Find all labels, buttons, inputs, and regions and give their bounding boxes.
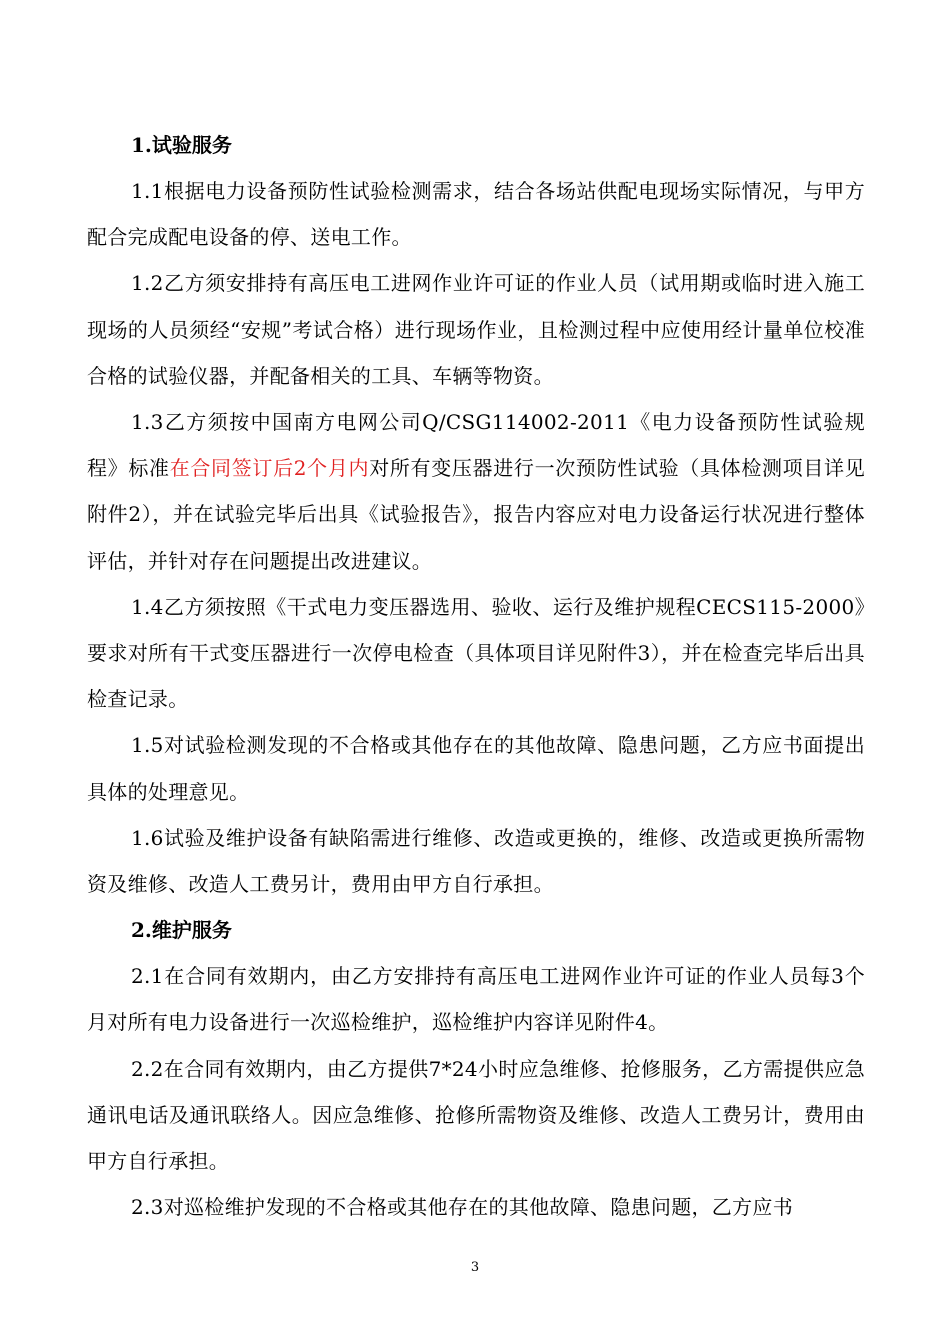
paragraph-2-2: 2.2在合同有效期内，由乙方提供7*24小时应急维修、抢修服务，乙方需提供应急通讯电话及通讯联络人。因应急维修、抢修所需物资及维修、改造人工费另计，费用由甲方自行承担。 bbox=[87, 1056, 865, 1174]
deadline-highlight: 在合同签订后2个月内 bbox=[169, 456, 370, 481]
section-heading-testing: 1.试验服务 bbox=[131, 133, 232, 157]
paragraph-1-3-before: 1.3乙方须按中国南方电网公司Q/CSG114002-2011《电力设备预防性试验规程》标准 bbox=[87, 410, 865, 481]
paragraph-2-3: 2.3对巡检维护发现的不合格或其他存在的其他故障、隐患问题，乙方应书 bbox=[131, 1195, 794, 1220]
page-number: 3 bbox=[470, 1260, 480, 1275]
paragraph-1-3-after: 对所有变压器进行一次预防性试验（具体检测项目详见附件2），并在试验完毕后出具《试验报告》，报告内容应对电力设备运行状况进行整体评估，并针对存在问题提出改进建议。 bbox=[87, 456, 866, 573]
paragraph-1-5: 1.5对试验检测发现的不合格或其他存在的其他故障、隐患问题，乙方应书面提出具体的处理意见。 bbox=[87, 733, 865, 804]
paragraph-1-3 bbox=[87, 399, 865, 584]
paragraph-1-6: 1.6试验及维护设备有缺陷需进行维修、改造或更换的，维修、改造或更换所需物资及维修、改造人工费另计，费用由甲方自行承担。 bbox=[87, 825, 865, 897]
paragraph-1-2: 1.2乙方须安排持有高压电工进网作业许可证的作业人员（试用期或临时进入施工现场的人员须经“安规”考试合格）进行现场作业，且检测过程中应使用经计量单位校准合格的试验仪器，并配备相关的工具、车辆等物资。 bbox=[87, 271, 865, 388]
paragraph-2-1: 2.1在合同有效期内，由乙方安排持有高压电工进网作业许可证的作业人员每3个月对所有电力设备进行一次巡检维护，巡检维护内容详见附件4。 bbox=[87, 964, 865, 1035]
paragraph-1-4: 1.4乙方须按照《干式电力变压器选用、验收、运行及维护规程CECS115-2000》要求对所有干式变压器进行一次停电检查（具体项目详见附件3），并在检查完毕后出具检查记录。 bbox=[87, 594, 865, 712]
paragraph-1-1: 1.1根据电力设备预防性试验检测需求，结合各场站供配电现场实际情况，与甲方配合完成配电设备的停、送电工作。 bbox=[87, 179, 865, 250]
document-body bbox=[87, 122, 865, 1230]
section-heading-maintenance: 2.维护服务 bbox=[131, 918, 232, 943]
